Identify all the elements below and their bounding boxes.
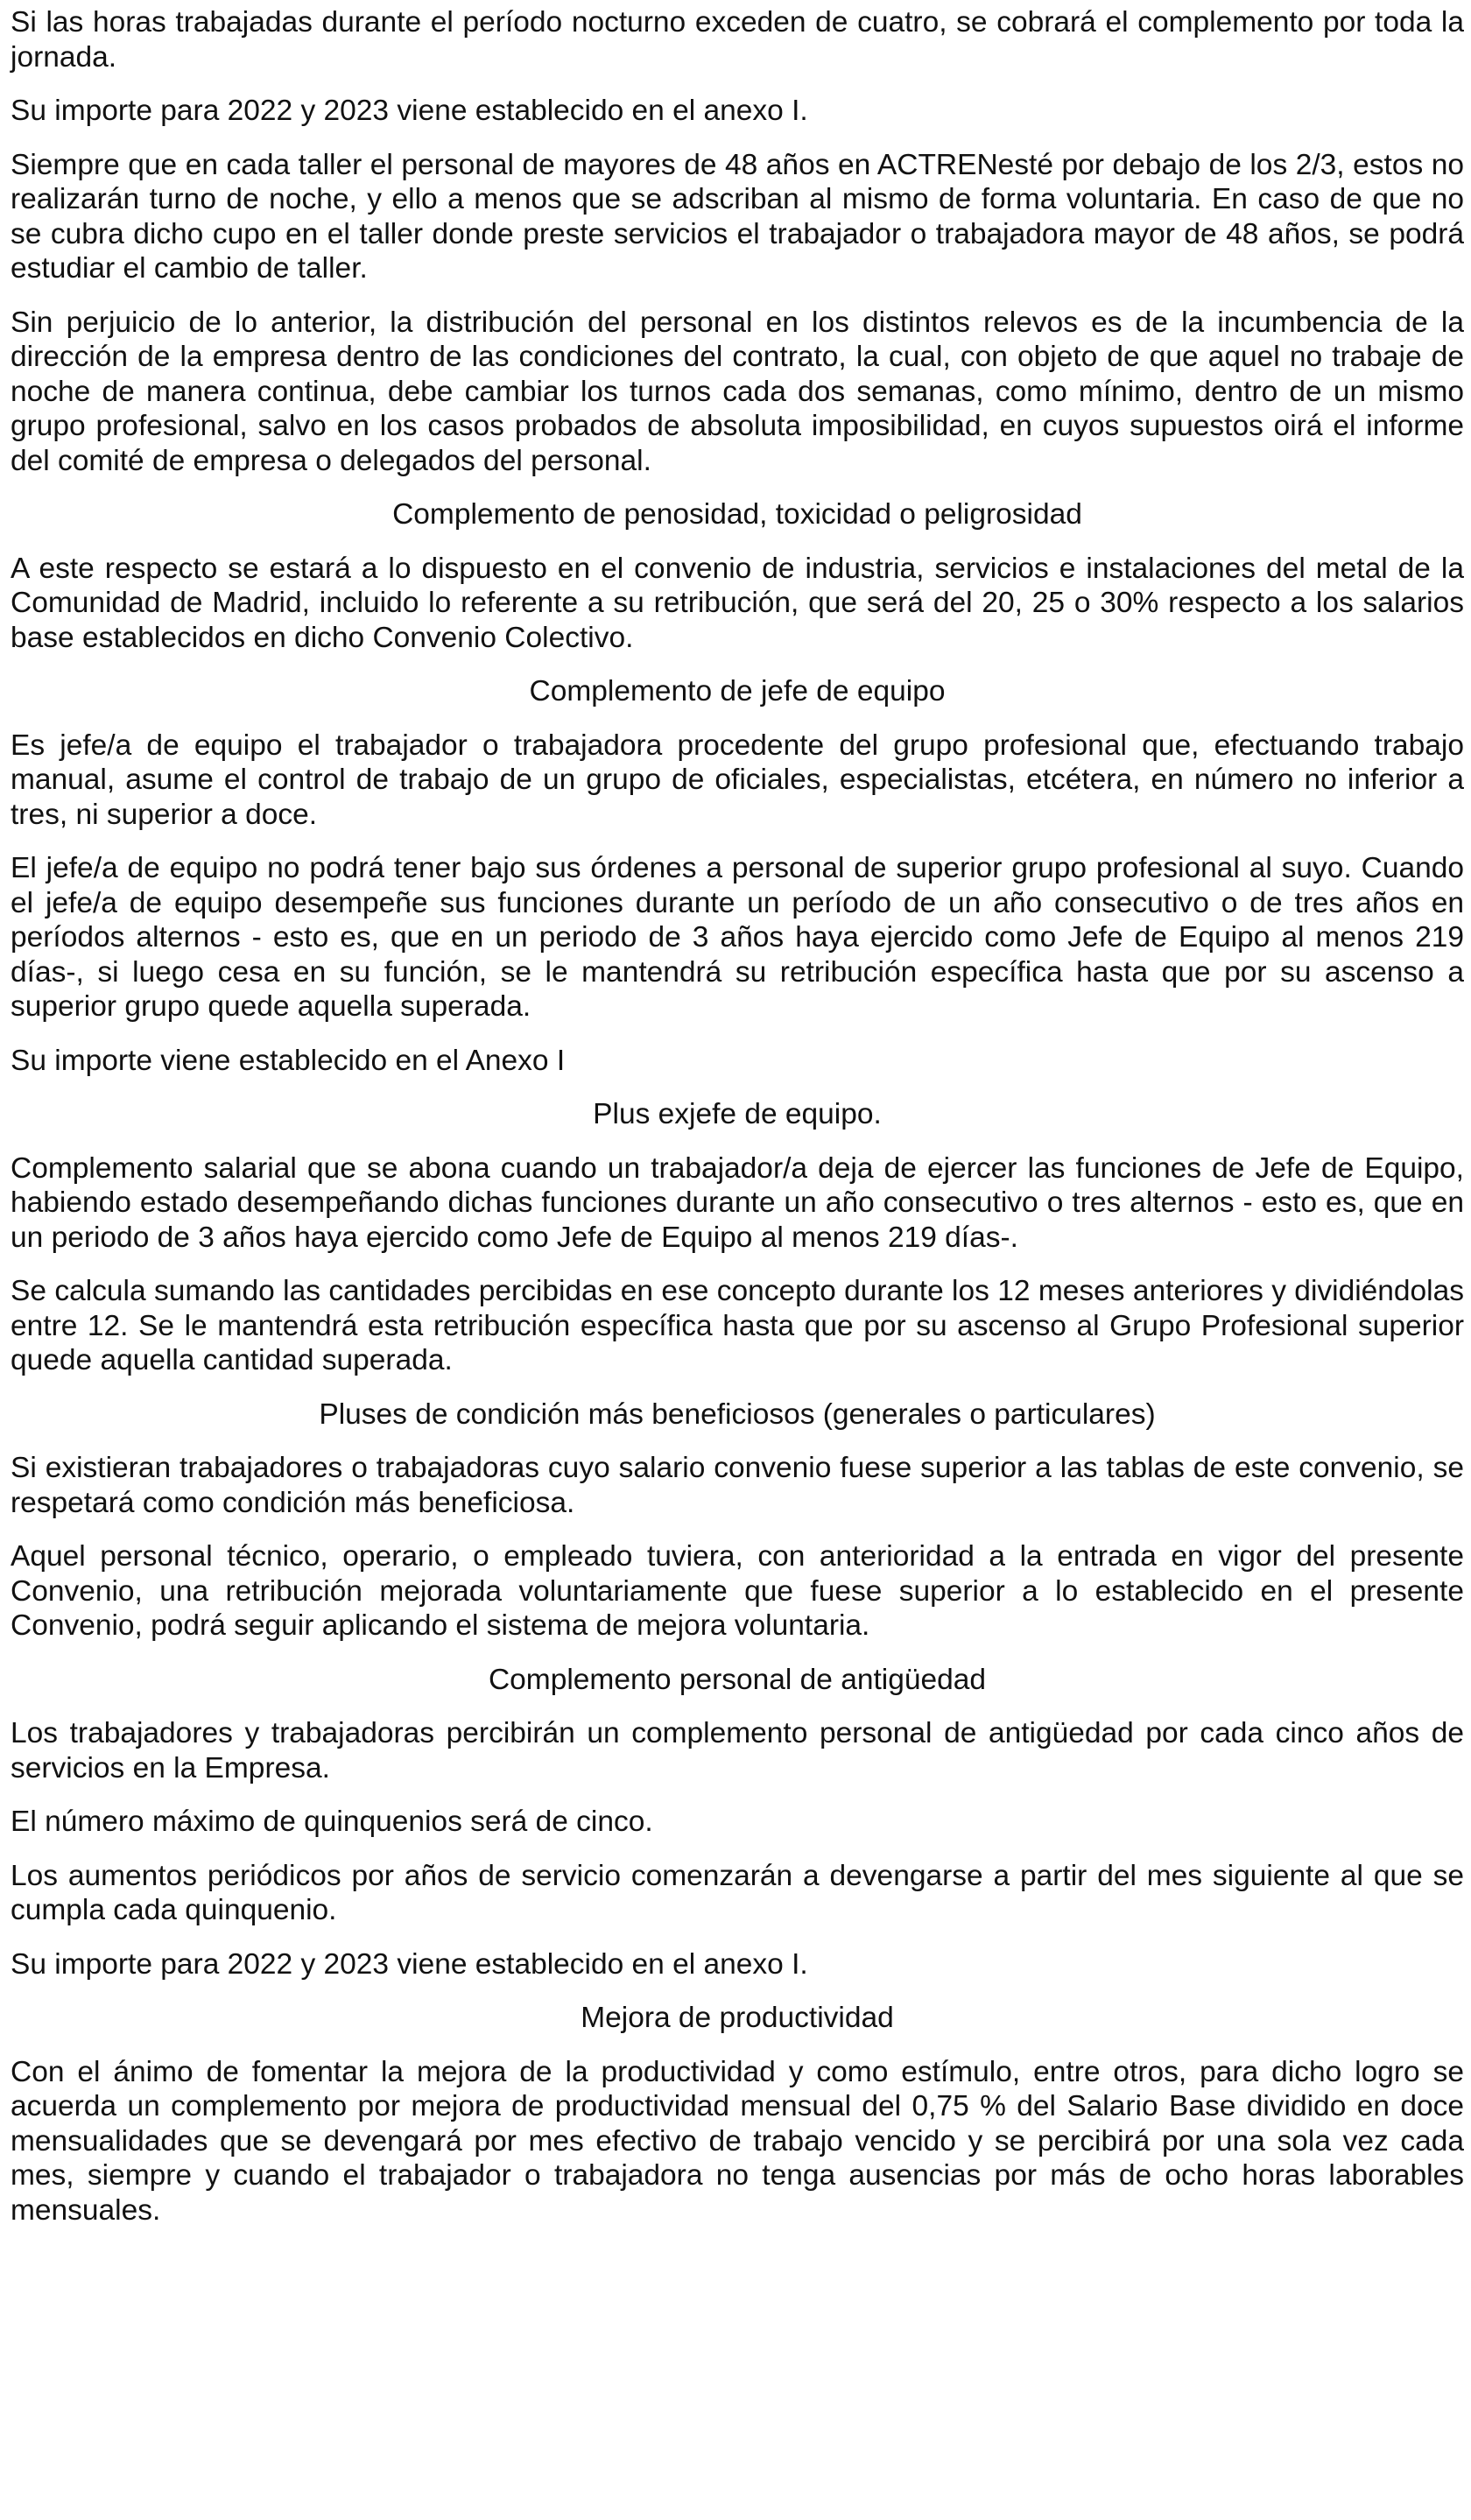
section-heading-team-leader: Complemento de jefe de equipo <box>529 675 946 707</box>
paragraph-hardship: A este respecto se estará a lo dispuesto en el convenio de industria, servicios e instalaciones del metal de la Comunidad de Madrid, incluido lo referente a su retribución, que será del 20, 25 o 30% respecto a los salarios base establecidos en dicho Convenio Colectivo. <box>11 552 1464 654</box>
section-heading-ex-team-leader: Plus exjefe de equipo. <box>593 1098 882 1130</box>
section-heading-seniority: Complemento personal de antigüedad <box>488 1663 987 1696</box>
paragraph-periodic-increases: Los aumentos periódicos por años de servicio comenzarán a devengarse a partir del mes siguiente al que se cumpla cada quinquenio. <box>11 1859 1464 1926</box>
paragraph-over-48: Siempre que en cada taller el personal de mayores de 48 años en ACTRENesté por debajo de los 2/3, estos no realizarán turno de noche, y ello a menos que se adscriban al mismo de forma voluntaria. En caso de que no se cubra dicho cupo en el taller donde preste servicios el trabajador o trabajadora mayor de 48 años, se podrá estudiar el cambio de taller. <box>11 148 1464 285</box>
paragraph-max-quinquenniums: El número máximo de quinquenios será de cinco. <box>11 1806 653 1838</box>
paragraph-team-leader-definition: Es jefe/a de equipo el trabajador o trabajadora procedente del grupo profesional que, efectuando trabajo manual, asume el control de trabajo de un grupo de oficiales, especialistas, etcétera, en número no inferior a tres, ni superior a doce. <box>11 729 1464 831</box>
paragraph-productivity: Con el ánimo de fomentar la mejora de la productividad y como estímulo, entre otros, para dicho logro se acuerda un complemento por mejora de productividad mensual del 0,75 % del Salario Base dividido en doce mensualidades que se devengará por mes efectivo de trabajo vencido y se percibirá por una sola vez cada mes, siempre y cuando el trabajador o trabajadora no tenga ausencias por más de ocho horas laborables mensuales. <box>11 2055 1464 2227</box>
section-heading-beneficial-conditions: Pluses de condición más beneficiosos (generales o particulares) <box>319 1397 1156 1431</box>
paragraph-shift-distribution: Sin perjuicio de lo anterior, la distribución del personal en los distintos relevos es de la incumbencia de la dirección de la empresa dentro de las condiciones del contrato, la cual, con objeto de que aquel no trabaje de noche de manera continua, debe cambiar los turnos cada dos semanas, como mínimo, dentro de un mismo grupo profesional, salvo en los casos probados de absoluta imposibilidad, en cuyos supuestos oirá el informe del comité de empresa o delegados del personal. <box>11 306 1464 477</box>
paragraph-voluntary-improvement: Aquel personal técnico, operario, o empleado tuviera, con anterioridad a la entrada en vigor del presente Convenio, una retribución mejorada voluntariamente que fuese superior a lo establecido en el presente Convenio, podrá seguir aplicando el sistema de mejora voluntaria. <box>11 1540 1464 1642</box>
paragraph-beneficial-salary: Si existieran trabajadores o trabajadoras cuyo salario convenio fuese superior a las tablas de este convenio, se respetará como condición más beneficiosa. <box>11 1452 1464 1519</box>
paragraph-ex-team-leader-definition: Complemento salarial que se abona cuando un trabajador/a deja de ejercer las funciones de Jefe de Equipo, habiendo estado desempeñando dichas funciones durante un año consecutivo o tres alternos - esto es, que en un periodo de 3 años haya ejercido como Jefe de Equipo al menos 219 días-. <box>11 1151 1464 1254</box>
paragraph-seniority-amount: Su importe para 2022 y 2023 viene establecido en el anexo I. <box>11 1947 808 1981</box>
paragraph-team-leader-rules: El jefe/a de equipo no podrá tener bajo sus órdenes a personal de superior grupo profesional al suyo. Cuando el jefe/a de equipo desempeñe sus funciones durante un período de un año consecutivo o de tres años en períodos alternos - esto es, que en un periodo de 3 años haya ejercido como Jefe de Equipo al menos 219 días-, si luego cesa en su función, se le mantendrá su retribución específica hasta que por su ascenso a superior grupo quede aquella superada. <box>11 852 1464 1023</box>
paragraph-night-hours: Si las horas trabajadas durante el período nocturno exceden de cuatro, se cobrará el complemento por toda la jornada. <box>11 6 1464 74</box>
paragraph-amount-annex: Su importe para 2022 y 2023 viene establecido en el anexo I. <box>11 95 808 127</box>
document-page <box>0 5 1471 2520</box>
section-heading-hardship: Complemento de penosidad, toxicidad o peligrosidad <box>392 498 1082 531</box>
paragraph-ex-team-leader-calculation: Se calcula sumando las cantidades percibidas en ese concepto durante los 12 meses anteriores y dividiéndolas entre 12. Se le mantendrá esta retribución específica hasta que por su ascenso al Grupo Profesional superior quede aquella cantidad superada. <box>11 1275 1464 1376</box>
paragraph-seniority-complement: Los trabajadores y trabajadoras percibirán un complemento personal de antigüedad por cada cinco años de servicios en la Empresa. <box>11 1717 1464 1784</box>
paragraph-team-leader-amount: Su importe viene establecido en el Anexo I <box>11 1044 566 1077</box>
section-heading-productivity: Mejora de productividad <box>581 2002 894 2034</box>
